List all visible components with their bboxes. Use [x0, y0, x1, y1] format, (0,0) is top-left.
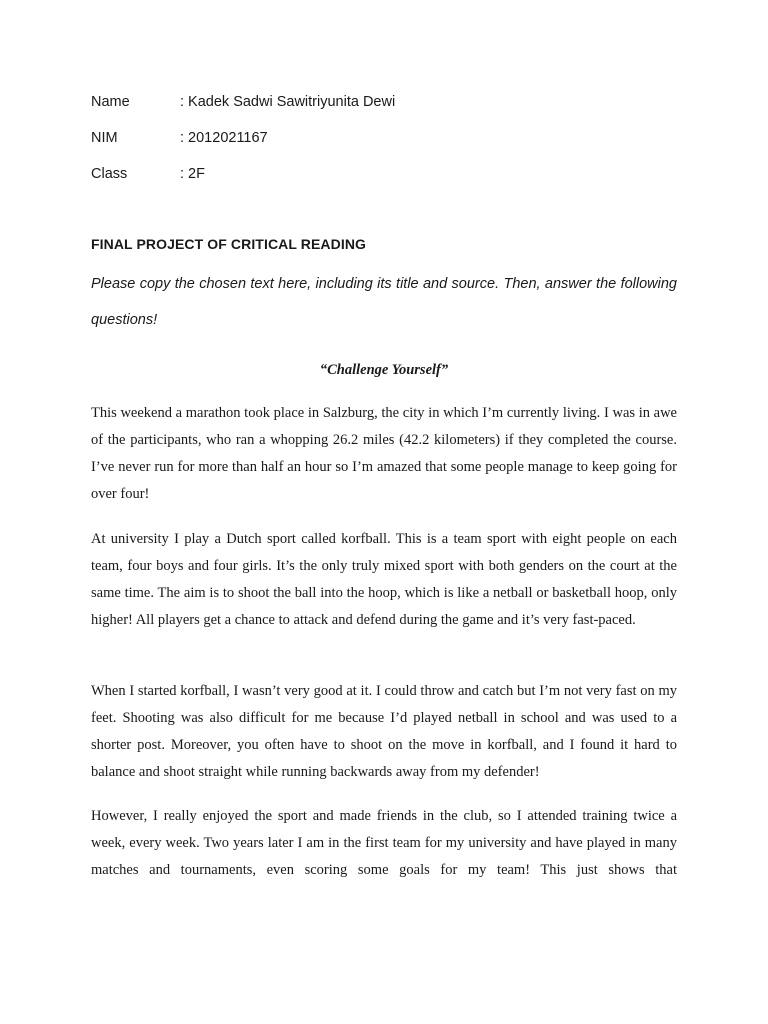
nim-row — [91, 130, 268, 146]
class-value: : 2F — [180, 166, 205, 182]
story-title: “Challenge Yourself” — [319, 362, 449, 378]
nim-label: NIM — [91, 130, 118, 146]
class-row — [91, 166, 205, 182]
document-heading: FINAL PROJECT OF CRITICAL READING — [91, 236, 367, 252]
story-paragraph-3: When I started korfball, I wasn’t very good at it. I could throw and catch but I’m not very fast on my feet. Shooting was also difficult for me because I’d played netball in school and was used to a shorter post. Moreover, you often have to shoot on the move in korfball, and I found it hard to balance and shoot straight while running backwards away from my defender! — [91, 683, 677, 780]
story-paragraph-4: However, I really enjoyed the sport and made friends in the club, so I attended training twice a week, every week. Two years later I am in the first team for my university and have played in many matches and tournaments, even scoring some goals for my team! This just shows that — [91, 808, 677, 878]
nim-value: : 2012021167 — [180, 130, 268, 146]
story-paragraph-1: This weekend a marathon took place in Salzburg, the city in which I’m currently living. I was in awe of the participants, who ran a whopping 26.2 miles (42.2 kilometers) if they completed the course. I’ve never run for more than half an hour so I’m amazed that some people manage to keep going for over four! — [91, 405, 677, 502]
name-label: Name — [91, 94, 130, 110]
class-label: Class — [91, 166, 128, 182]
name-row — [91, 94, 395, 110]
instruction-text: Please copy the chosen text here, including its title and source. Then, answer the following questions! — [91, 276, 677, 328]
name-value: : Kadek Sadwi Sawitriyunita Dewi — [180, 94, 396, 110]
story-paragraph-2: At university I play a Dutch sport called korfball. This is a team sport with eight people on each team, four boys and four girls. It’s the only truly mixed sport with both genders on the court at the same time. The aim is to shoot the ball into the hoop, which is like a netball or basketball hoop, only higher! All players get a chance to attack and defend during the game and it’s very fast-paced. — [91, 531, 677, 628]
